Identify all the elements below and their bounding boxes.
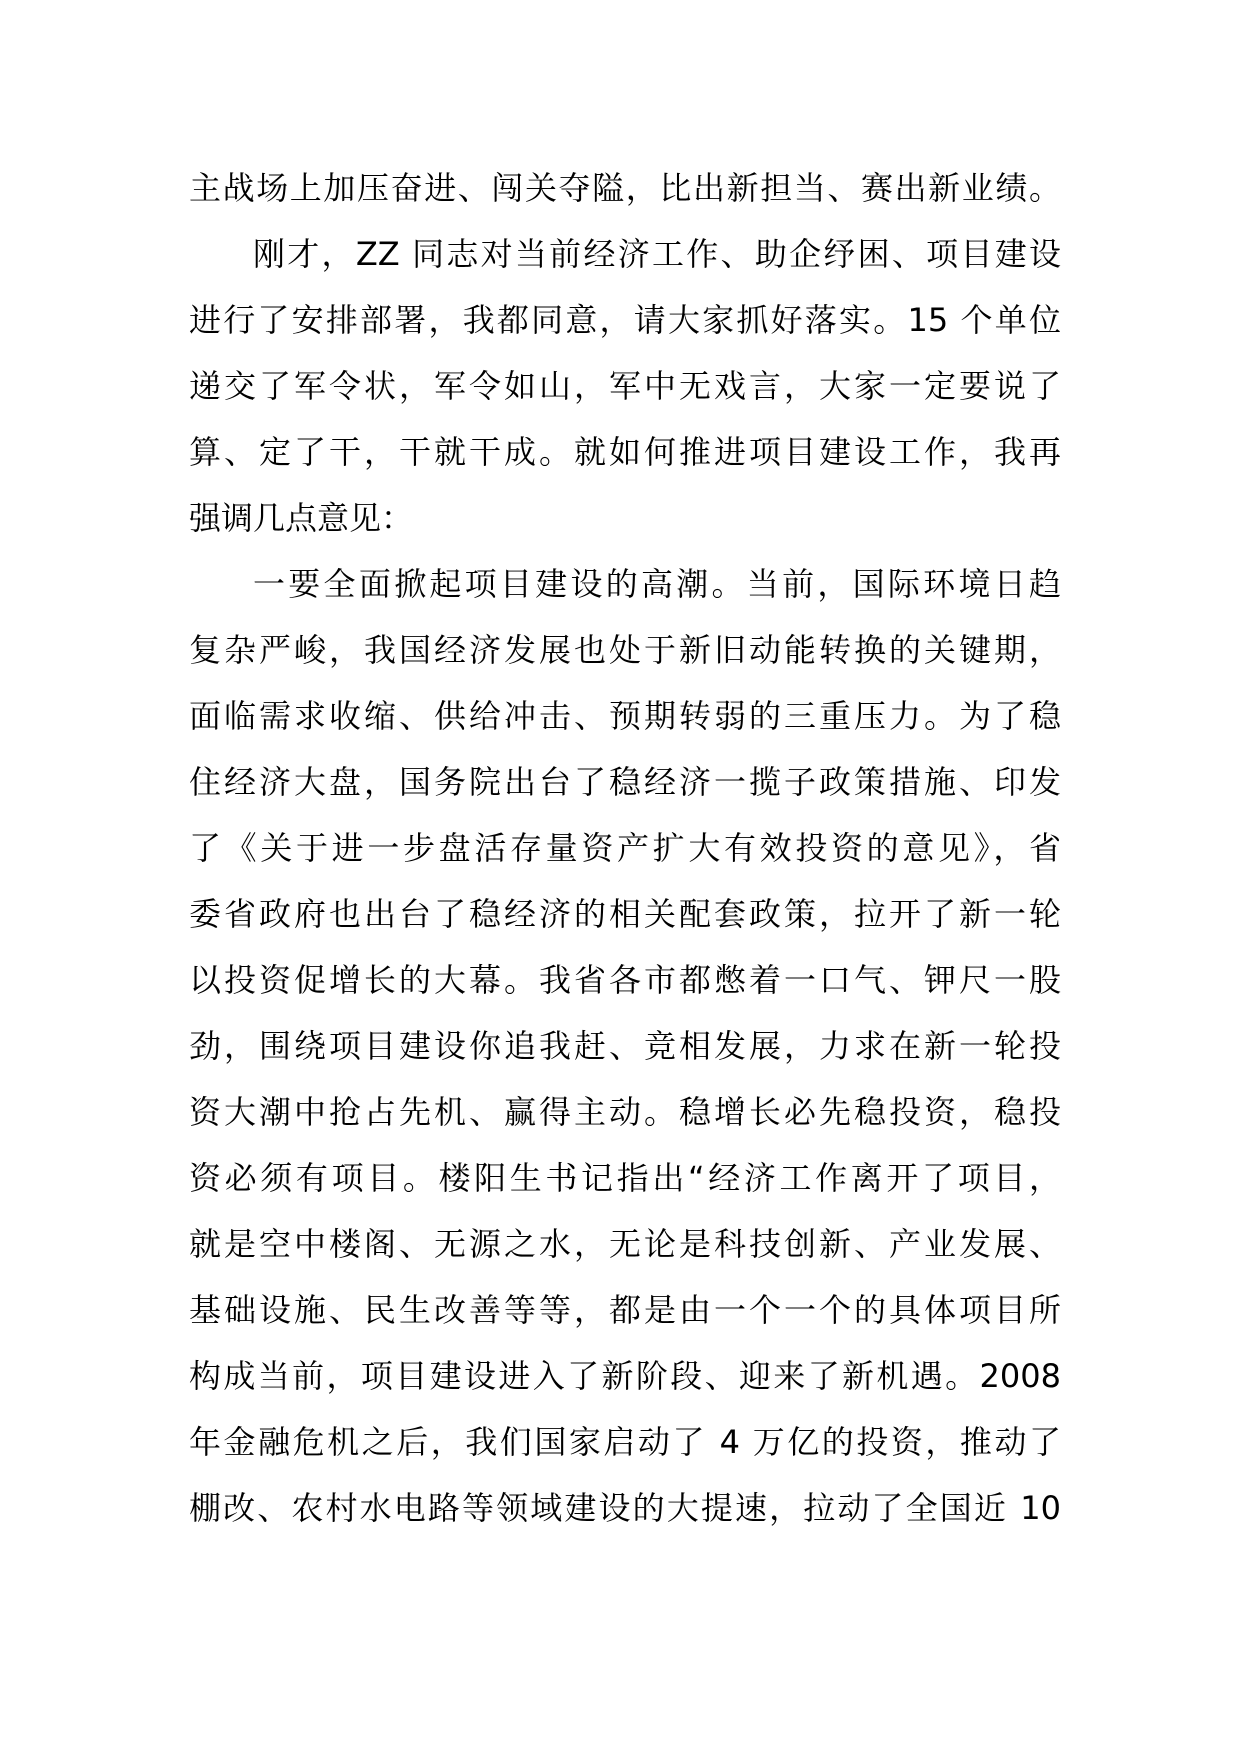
text-line: 进行了安排部署，我都同意，请大家抓好落实。15 个单位 [189, 301, 1061, 339]
text-line: 资必须有项目。楼阳生书记指出“经济工作离开了项目， [189, 1159, 1061, 1197]
paragraph-start-line: 刚才，ZZ 同志对当前经济工作、助企纾困、项目建设 [253, 235, 1061, 273]
document-body [189, 155, 1061, 1541]
text-line: 递交了军令状，军令如山，军中无戏言，大家一定要说了 [189, 367, 1061, 405]
text-line: 年金融危机之后，我们国家启动了 4 万亿的投资，推动了 [189, 1423, 1061, 1461]
text-line: 住经济大盘，国务院出台了稳经济一揽子政策措施、印发 [189, 763, 1061, 801]
text-line: 资大潮中抢占先机、赢得主动。稳增长必先稳投资，稳投 [189, 1093, 1061, 1131]
text-line: 复杂严峻，我国经济发展也处于新旧动能转换的关键期， [189, 631, 1061, 669]
text-line: 就是空中楼阁、无源之水，无论是科技创新、产业发展、 [189, 1225, 1061, 1263]
paragraph-end-line: 强调几点意见： [189, 499, 414, 537]
text-line: 了《关于进一步盘活存量资产扩大有效投资的意见》，省 [189, 829, 1061, 867]
text-line: 以投资促增长的大幕。我省各市都憋着一口气、钾尺一股 [189, 961, 1061, 999]
text-line: 劲，围绕项目建设你追我赶、竞相发展，力求在新一轮投 [189, 1027, 1061, 1065]
text-line: 棚改、农村水电路等领域建设的大提速，拉动了全国近 10 [189, 1489, 1061, 1527]
paragraph-start-line: 一要全面掀起项目建设的高潮。当前，国际环境日趋 [253, 565, 1061, 603]
text-line: 委省政府也出台了稳经济的相关配套政策，拉开了新一轮 [189, 895, 1061, 933]
text-line: 基础设施、民生改善等等，都是由一个一个的具体项目所 [189, 1291, 1061, 1329]
text-line: 构成当前，项目建设进入了新阶段、迎来了新机遇。2008 [189, 1357, 1061, 1395]
text-line: 主战场上加压奋进、闯关夺隘，比出新担当、赛出新业绩。 [189, 169, 1061, 207]
text-line: 算、定了干，干就干成。就如何推进项目建设工作，我再 [189, 433, 1061, 471]
text-line: 面临需求收缩、供给冲击、预期转弱的三重压力。为了稳 [189, 697, 1061, 735]
